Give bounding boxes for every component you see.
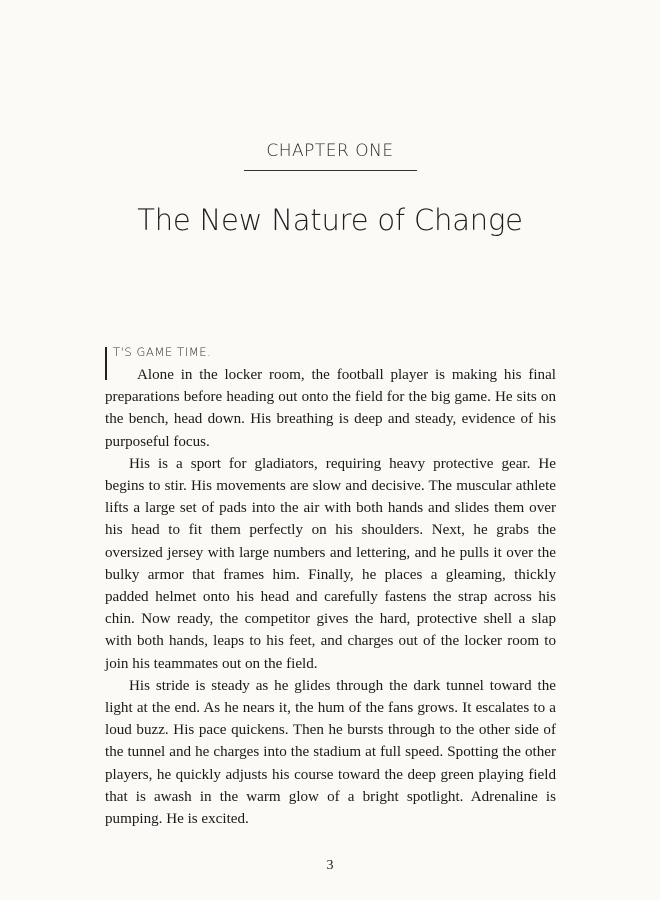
body-text xyxy=(105,364,556,830)
page-number: 3 xyxy=(326,858,334,873)
paragraph-1: Alone in the locker room, the football player is making his final preparations before heading out onto the field for the big game. He sits on the bench, head down. His breathing is deep and steady, evidence of his purposeful focus. xyxy=(105,367,556,450)
chapter-rule xyxy=(244,170,417,171)
paragraph-2: His is a sport for gladiators, requiring heavy protective gear. He begins to stir. His movements are slow and decisive. The muscular athlete lifts a large set of pads into the air with both hands and slides them over his head to fit them perfectly on his shoulders. Next, he grabs the oversized jersey with large numbers and lettering, and he pulls it over the bulky armor that frames him. Finally, he places a gleaming, thickly padded helmet onto his head and carefully fastens the strap across his chin. Now ready, the competitor gives the hard, protective shell a slap with both hands, leaps to his feet, and charges out of the locker room to join his teammates out on the field. xyxy=(105,455,556,672)
chapter-title: The New Nature of Change xyxy=(137,203,523,237)
chapter-label: CHAPTER ONE xyxy=(266,141,394,161)
paragraph-3: His stride is steady as he glides through the dark tunnel toward the light at the end. As he nears it, the hum of the fans grows. It escalates to a loud buzz. His pace quickens. Then he bursts through to the other side of the tunnel and he charges into the stadium at full speed. Spotting the other players, he quickly adjusts his course toward the deep green playing field that is awash in the warm glow of a bright spotlight. Adrenaline is pumping. He is excited. xyxy=(105,677,556,828)
lead-in-text: T'S GAME TIME. xyxy=(113,345,212,359)
